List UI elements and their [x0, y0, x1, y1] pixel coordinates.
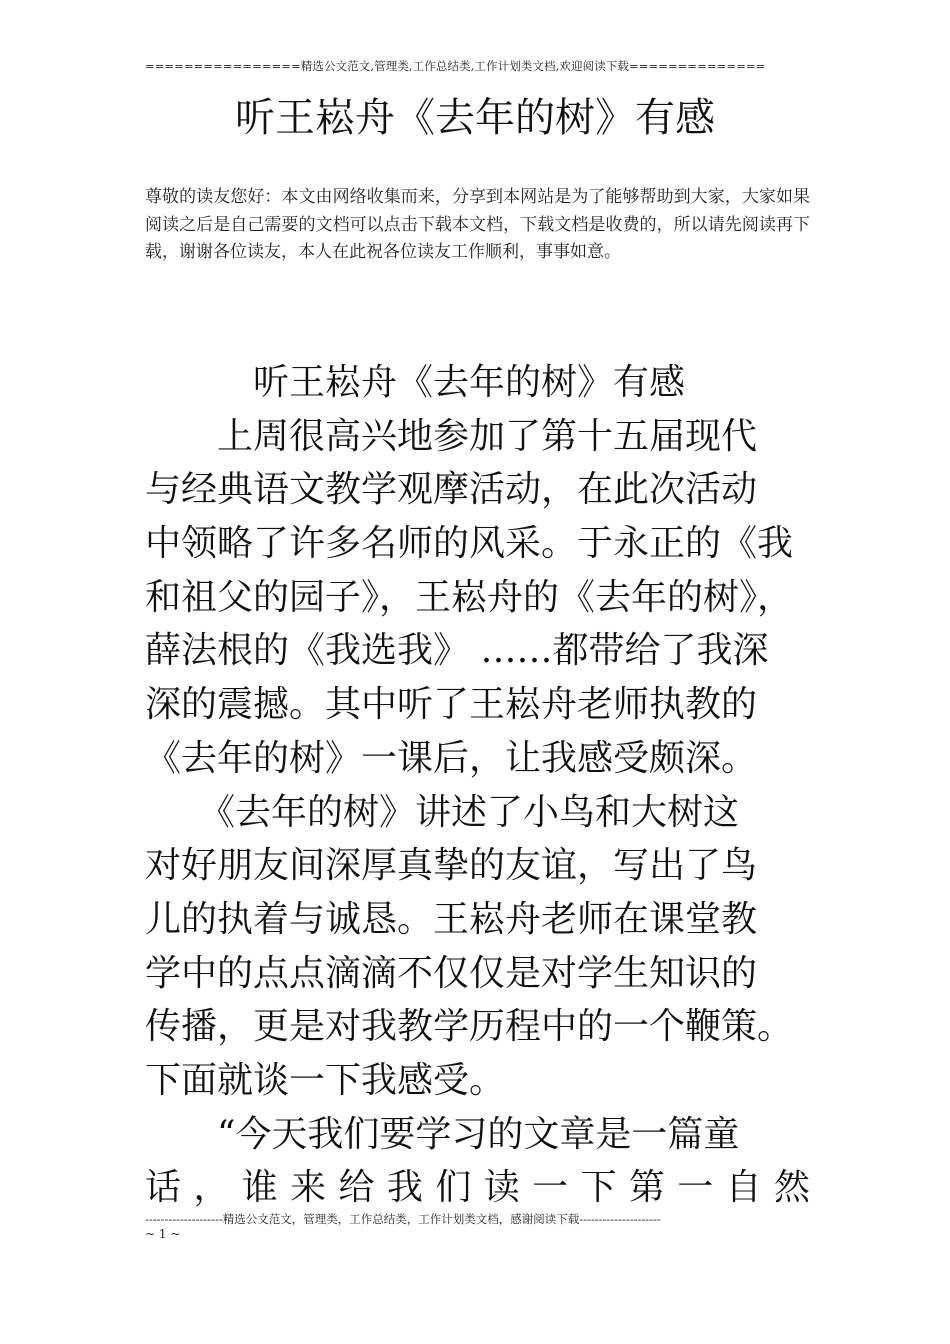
body-line: 上周很高兴地参加了第十五届现代	[145, 415, 758, 457]
body-line: 下面就谈一下我感受。	[145, 1059, 506, 1101]
body-line: 薛法根的《我选我》 ……都带给了我深	[145, 630, 769, 672]
body-line: 对好朋友间深厚真挚的友谊，写出了鸟	[145, 845, 758, 887]
body-line: 学中的点点滴滴不仅仅是对学生知识的	[145, 952, 758, 994]
body-line: 传播，更是对我教学历程中的一个鞭策。	[145, 1006, 794, 1048]
page-footer-banner: --------------------精选公文范文，管理类，工作总结类，工作计划类文档，感谢阅读下载---------------------	[145, 1212, 661, 1226]
body-line: 《去年的树》讲述了小鸟和大树这	[145, 791, 740, 833]
page-number: ~ 1 ~	[145, 1227, 181, 1241]
body-line: 听王崧舟《去年的树》有感	[145, 362, 686, 403]
body-line: “今天我们要学习的文章是一篇童	[145, 1113, 740, 1155]
body-line-last: 话 ， 谁 来 给 我 们 读 一 下 第 一 自 然	[145, 1167, 810, 1209]
body-line: 和祖父的园子》，王崧舟的《去年的树》，	[145, 576, 794, 618]
body-line: 深的震撼。其中听了王崧舟老师执教的	[145, 684, 758, 726]
body-line: 中领略了许多名师的风采。于永正的《我	[145, 523, 794, 565]
page-header-banner: ================精选公文范文,管理类,工作总结类,工作计划类文档,欢迎阅读下载==============	[145, 59, 766, 73]
body-line: 与经典语文教学观摩活动，在此次活动	[145, 469, 758, 511]
body-line: 儿的执着与诚恳。王崧舟老师在课堂教	[145, 898, 758, 940]
document-title: 听王崧舟《去年的树》有感	[235, 95, 715, 141]
body-line: 《去年的树》一课后，让我感受颇深。	[145, 737, 758, 779]
article-body	[145, 356, 810, 1215]
reader-notice-paragraph: 尊敬的读友您好：本文由网络收集而来，分享到本网站是为了能够帮助到大家，大家如果阅读之后是自己需要的文档可以点击下载本文档，下载文档是收费的，所以请先阅读再下载，谢谢各位读友，本人在此祝各位读友工作顺利，事事如意。	[145, 187, 810, 262]
